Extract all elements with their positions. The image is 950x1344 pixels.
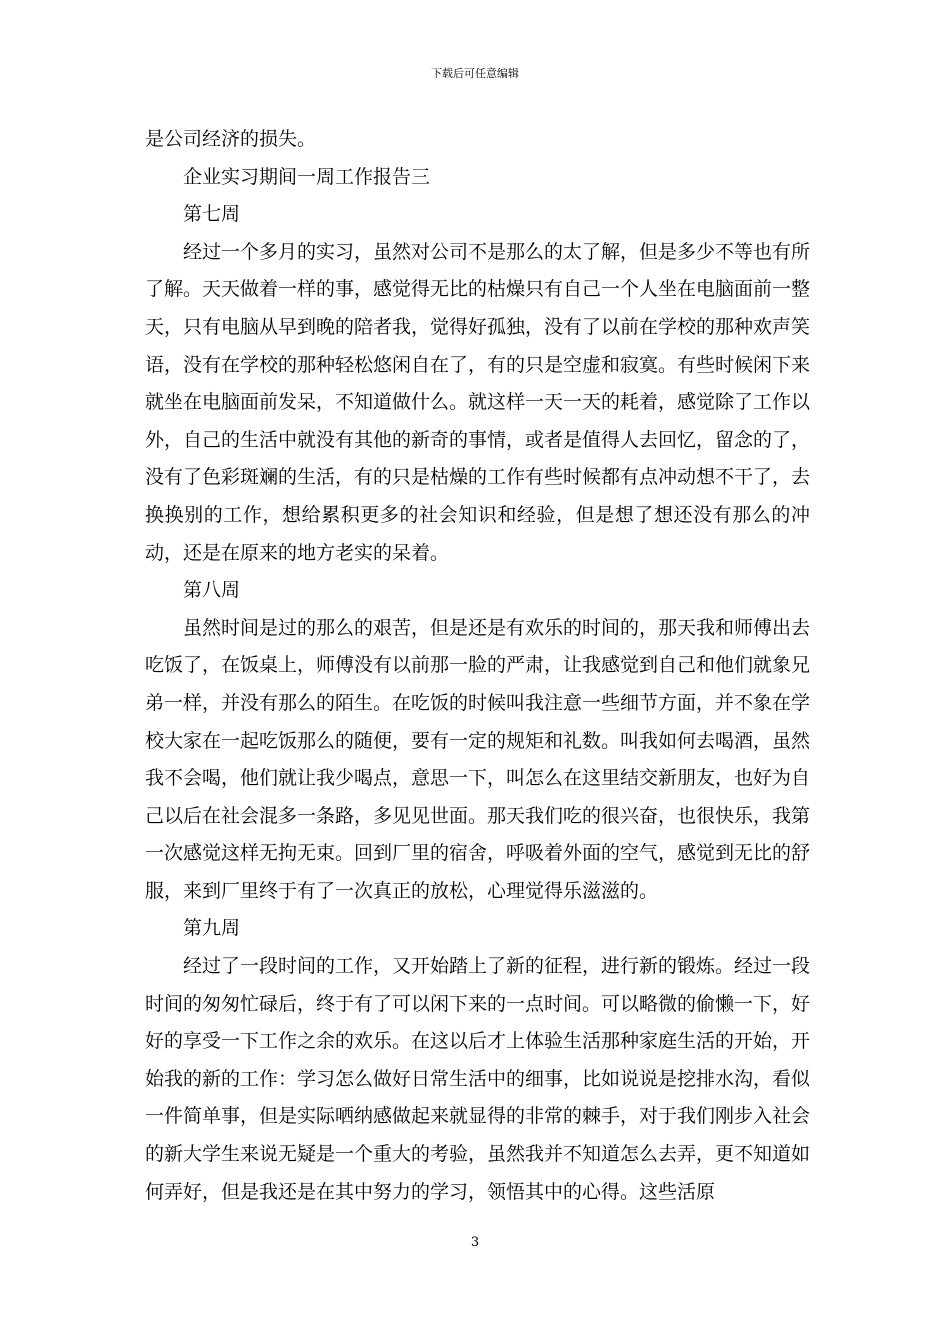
- paragraph-week-8: 虽然时间是过的那么的艰苦，但是还是有欢乐的时间的，那天我和师傅出去吃饭了，在饭桌上，师傅没有以前那一脸的严肃，让我感觉到自己和他们就象兄弟一样，并没有那么的陌生。在吃饭的时候叫我注意一些细节方面，并不象在学校大家在一起吃饭那么的随便，要有一定的规矩和礼数。叫我如何去喝酒，虽然我不会喝，他们就让我少喝点，意思一下，叫怎么在这里结交新朋友，也好为自己以后在社会混多一条路，多见见世面。那天我们吃的很兴奋，也很快乐，我第一次感觉这样无拘无束。回到厂里的宿舍，呼吸着外面的空气，感觉到无比的舒服，来到厂里终于有了一次真正的放松，心理觉得乐滋滋的。: [145, 616, 811, 902]
- paragraph-week-9: 经过了一段时间的工作，又开始踏上了新的征程，进行新的锻炼。经过一段时间的匆匆忙碌后，终于有了可以闲下来的一点时间。可以略微的偷懒一下，好好的享受一下工作之余的欢乐。在这以后才上体验生活那种家庭生活的开始，开始我的新的工作：学习怎么做好日常生活中的细事，比如说说是挖排水沟，看似一件简单事，但是实际哂纳感做起来就显得的非常的棘手，对于我们刚步入社会的新大学生来说无疑是一个重大的考验，虽然我并不知道怎么去弄，更不知道如何弄好，但是我还是在其中努力的学习，领悟其中的心得。这些活原: [145, 955, 811, 1203]
- report-title: 企业实习期间一周工作报告三: [183, 165, 431, 188]
- paragraph-continuation: 是公司经济的损失。: [145, 128, 317, 150]
- document-body: [145, 121, 810, 1211]
- page-number: 3: [470, 1235, 480, 1250]
- paragraph-week-7: 经过一个多月的实习，虽然对公司不是那么的太了解，但是多少不等也有所了解。天天做着一样的事，感觉得无比的枯燥只有自己一个人坐在电脑面前一整天，只有电脑从早到晚的陪者我，觉得好孤独，没有了以前在学校的那种欢声笑语，没有在学校的那种轻松悠闲自在了，有的只是空虚和寂寞。有些时候闲下来就坐在电脑面前发呆，不知道做什么。就这样一天一天的耗着，感觉除了工作以外，自己的生活中就没有其他的新奇的事情，或者是值得人去回忆，留念的了，没有了色彩斑斓的生活，有的只是枯燥的工作有些时候都有点冲动想不干了，去换换别的工作，想给累积更多的社会知识和经验，但是想了想还没有那么的冲动，还是在原来的地方老实的呆着。: [145, 240, 811, 564]
- week-heading-8: 第八周: [183, 579, 241, 602]
- page-header: 下载后可任意编辑: [431, 67, 519, 80]
- week-heading-7: 第七周: [183, 203, 241, 226]
- week-heading-9: 第九周: [183, 917, 241, 940]
